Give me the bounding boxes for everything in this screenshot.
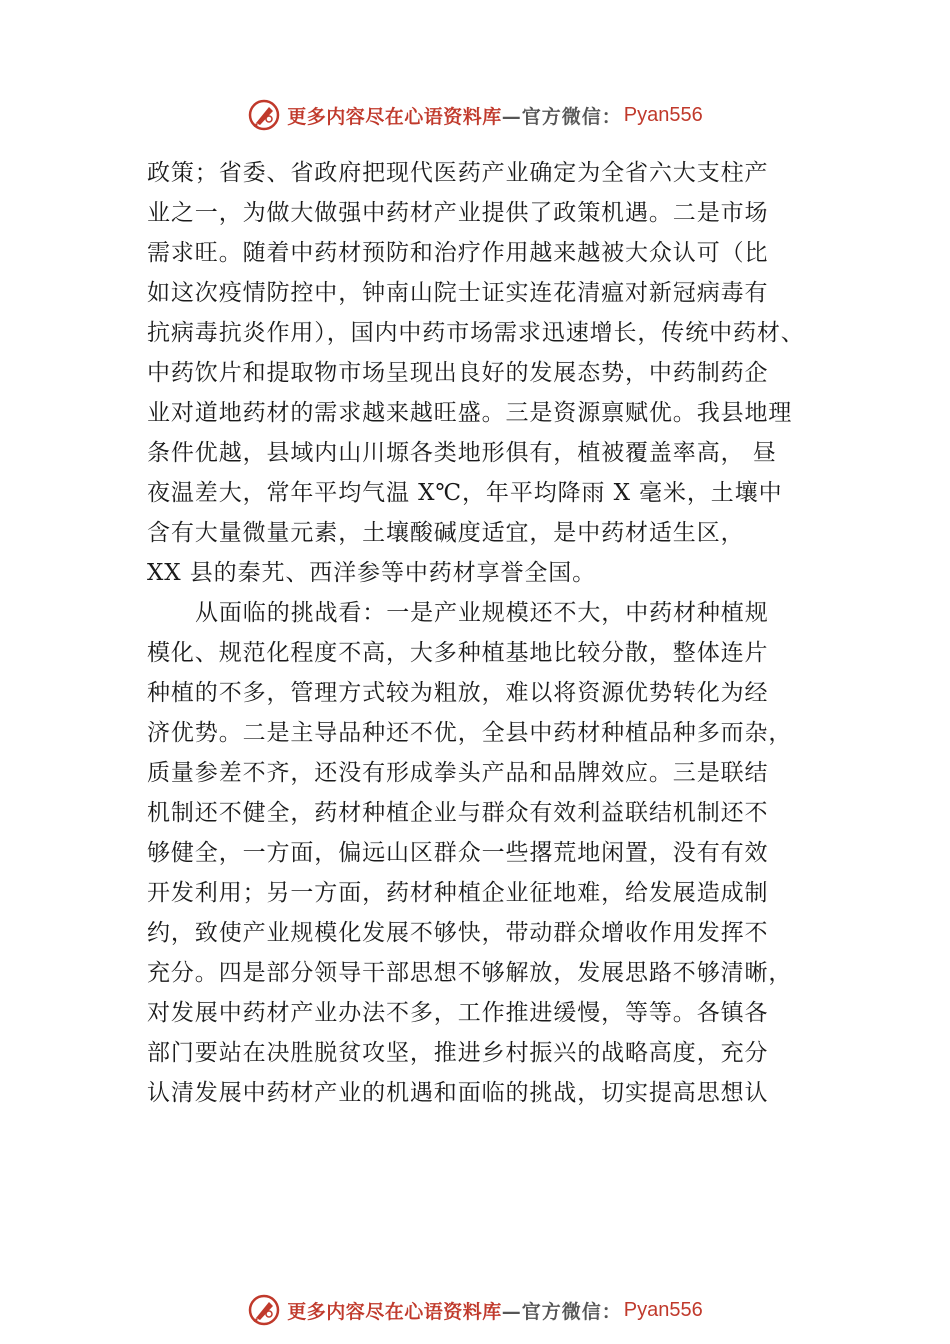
- header-wechat-id: Pyan556: [623, 103, 703, 126]
- footer-title: 更多内容尽在心语资料库: [287, 1300, 502, 1323]
- text-line: 济优势。二是主导品种还不优，全县中药材种植品种多而杂，: [147, 720, 793, 746]
- text-line: 夜温差大，常年平均气温 X℃，年平均降雨 X 毫米，土壤中: [147, 480, 783, 506]
- text-line: 开发利用；另一方面，药材种植企业征地难，给发展造成制: [147, 880, 769, 906]
- text-line: 中药饮片和提取物市场呈现出良好的发展态势，中药制药企: [147, 360, 769, 386]
- text-line: 种植的不多，管理方式较为粗放，难以将资源优势转化为经: [147, 680, 769, 706]
- text-line: 抗病毒抗炎作用），国内中药市场需求迅速增长，传统中药材、: [147, 320, 805, 346]
- text-line: 条件优越，县域内山川塬各类地形俱有，植被覆盖率高， 昼: [147, 440, 777, 466]
- text-line: 政策；省委、省政府把现代医药产业确定为全省六大支柱产: [147, 160, 769, 186]
- header-title: 更多内容尽在心语资料库: [287, 105, 502, 128]
- text-line: 质量参差不齐，还没有形成拳头产品和品牌效应。三是联结: [147, 760, 769, 786]
- text-line: 对发展中药材产业办法不多，工作推进缓慢，等等。各镇各: [147, 1000, 769, 1026]
- text-line: 需求旺。随着中药材预防和治疗作用越来越被大众认可（比: [147, 240, 769, 266]
- pen-logo-icon: [247, 98, 281, 132]
- text-line: 约，致使产业规模化发展不够快，带动群众增收作用发挥不: [147, 920, 769, 946]
- document-body: [147, 153, 837, 1113]
- text-line: 业之一，为做大做强中药材产业提供了政策机遇。二是市场: [147, 200, 769, 226]
- footer-banner: [0, 1290, 950, 1330]
- text-line: 认清发展中药材产业的机遇和面临的挑战，切实提高思想认: [147, 1080, 769, 1106]
- header-banner: [0, 95, 950, 135]
- text-line: 部门要站在决胜脱贫攻坚，推进乡村振兴的战略高度，充分: [147, 1040, 769, 1066]
- text-line: 机制还不健全，药材种植企业与群众有效利益联结机制还不: [147, 800, 769, 826]
- text-line: 模化、规范化程度不高，大多种植基地比较分散，整体连片: [147, 640, 769, 666]
- pen-logo-icon: [247, 1293, 281, 1327]
- text-line: 如这次疫情防控中，钟南山院士证实连花清瘟对新冠病毒有: [147, 280, 769, 306]
- text-line: 含有大量微量元素，土壤酸碱度适宜，是中药材适生区，: [147, 520, 745, 546]
- text-line: 业对道地药材的需求越来越旺盛。三是资源禀赋优。我县地理: [147, 400, 793, 426]
- footer-wechat-label: —官方微信：: [501, 1300, 622, 1323]
- footer-wechat-id: Pyan556: [623, 1298, 703, 1321]
- paragraph-first-line: 从面临的挑战看：一是产业规模还不大，中药材种植规: [195, 600, 769, 626]
- text-line: 够健全，一方面，偏远山区群众一些撂荒地闲置，没有有效: [147, 840, 769, 866]
- text-line: XX 县的秦艽、西洋参等中药材享誉全国。: [147, 560, 597, 586]
- header-wechat-label: —官方微信：: [501, 105, 622, 128]
- text-line: 充分。四是部分领导干部思想不够解放，发展思路不够清晰，: [147, 960, 793, 986]
